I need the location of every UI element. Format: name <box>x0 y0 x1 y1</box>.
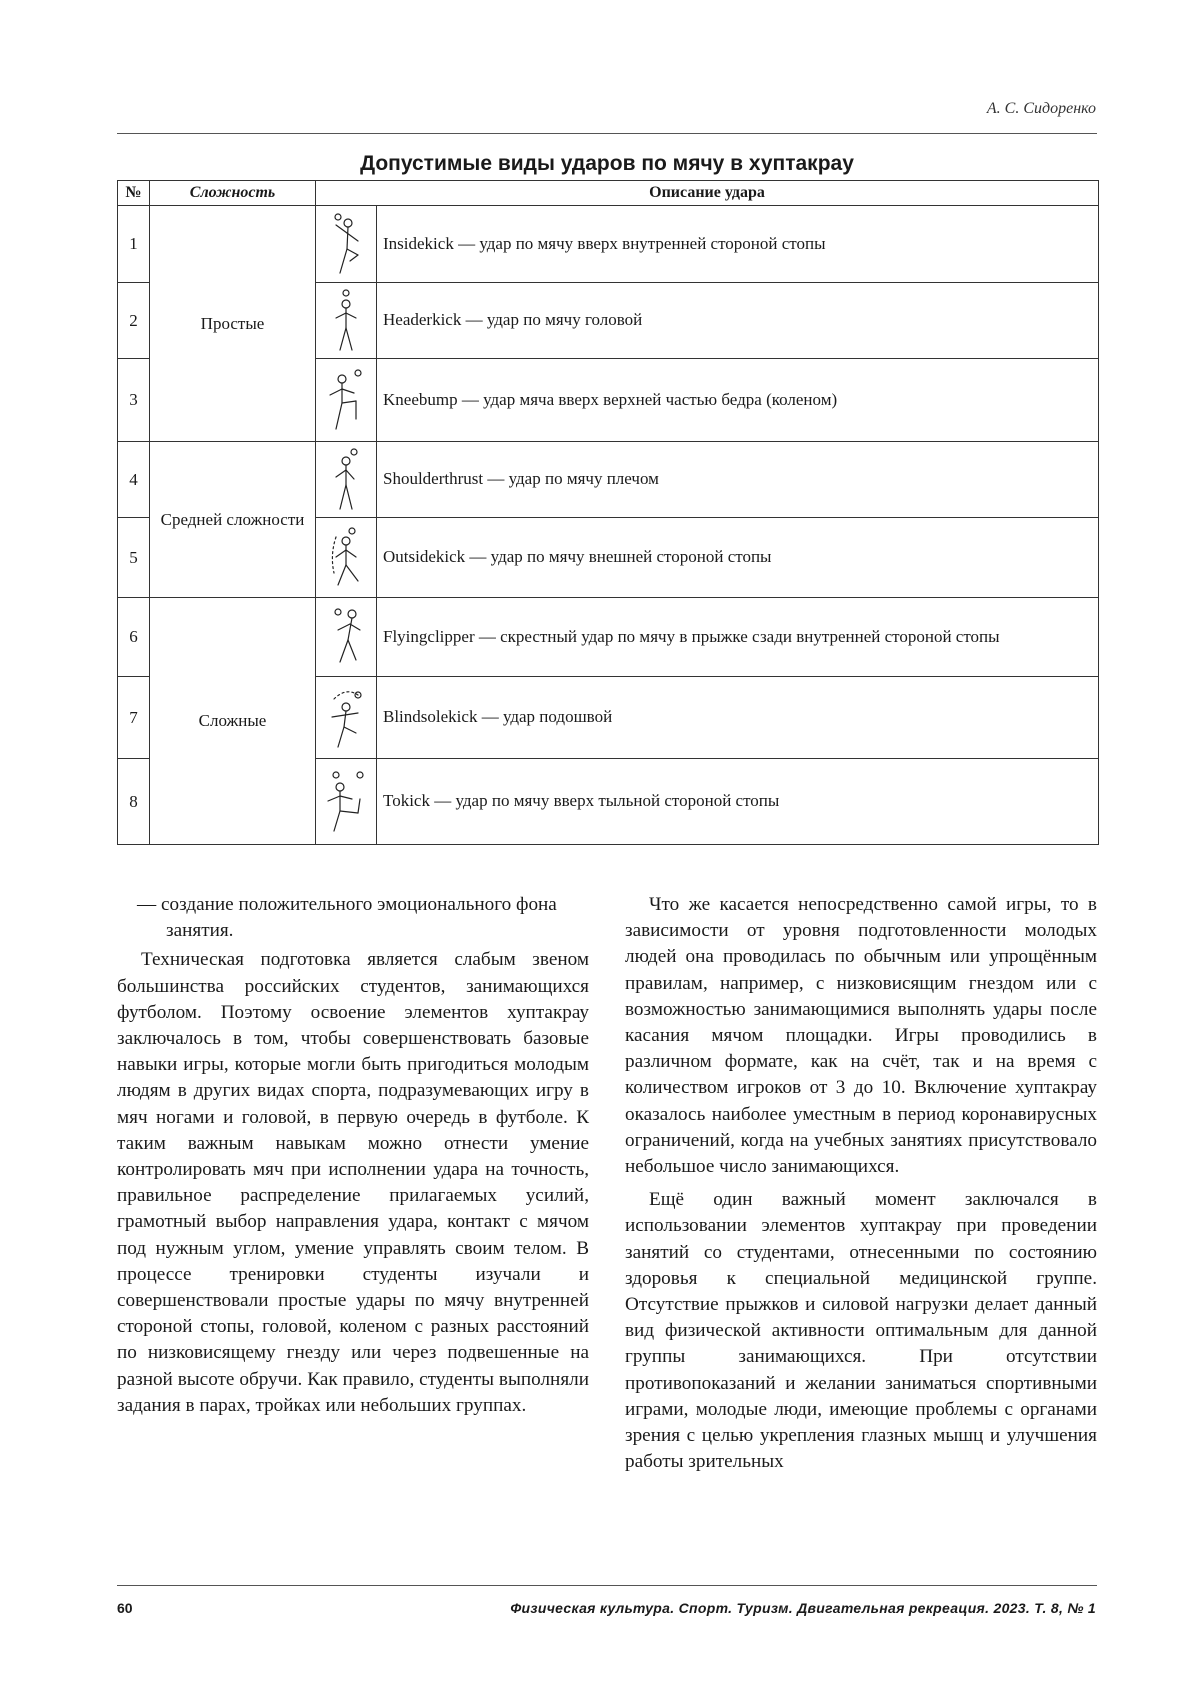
table-row <box>118 442 1099 518</box>
table-header-row <box>118 181 1099 206</box>
kneebump-figure-icon <box>316 359 377 442</box>
journal-title: Физическая культура. Спорт. Туризм. Двигательная рекреация. 2023. Т. 8, № 1 <box>510 1600 1096 1616</box>
row-desc: Headerkick — удар по мячу головой <box>377 283 1099 359</box>
header-num: № <box>118 181 150 206</box>
blindsolekick-figure-icon <box>316 677 377 759</box>
body-column-right <box>625 892 1097 1475</box>
paragraph: Ещё один важный момент заключался в использовании элементов хуптакрау при проведении занятий со студентами, отнесенными по состоянию здоровья к специальной медицинской группе. Отсутствие прыжков и силовой нагрузки делает данный вид физической активности оптимальным для данной группы занимающихся. При отсутствии противопоказаний и желании заниматься спортивными играми, молодые люди, имеющие проблемы с органами зрения с целью укрепления глазных мышц и улучшения работы зрительных <box>625 1189 1097 1473</box>
row-num: 1 <box>118 206 150 283</box>
kicks-table <box>117 180 1099 845</box>
insidekick-figure-icon <box>316 206 377 283</box>
page-number: 60 <box>117 1600 133 1616</box>
row-num: 5 <box>118 518 150 598</box>
paragraph: Техническая подготовка является слабым звеном большинства российских студентов, занимающихся футболом. Поэтому освоение элементов хуптакрау заключалось в том, чтобы совершенствовать базовые навыки игры, которые могли быть пригодиться молодым людям в других видах спорта, подразумевающих игру в мяч ногами и головой, в первую очередь в футболе. К таким важным навыкам можно отнести умение контролировать мяч при исполнении удара на точность, правильное распределение прилагаемых усилий, грамотный выбор направления удара, контакт с мячом под нужным углом, умение управлять своим телом. В процессе тренировки студенты изучали и совершенствовали простые удары по мячу внутренней стороной стопы, головой, коленом с разных расстояний по низковисящему гнезду или через подвешенные на разной высоте обручи. Как правило, студенты выполняли задания в парах, тройках или небольших группах. <box>117 949 589 1416</box>
row-desc: Insidekick — удар по мячу вверх внутренней стороной стопы <box>377 206 1099 283</box>
table-row <box>118 206 1099 283</box>
paragraph: — создание положительного эмоционального фона занятия. <box>137 894 557 942</box>
row-desc: Blindsolekick — удар подошвой <box>377 677 1099 759</box>
row-num: 6 <box>118 598 150 677</box>
shoulderthrust-figure-icon <box>316 442 377 518</box>
flyingclipper-figure-icon <box>316 598 377 677</box>
row-num: 7 <box>118 677 150 759</box>
tokick-figure-icon <box>316 759 377 845</box>
row-num: 2 <box>118 283 150 359</box>
header-rule <box>117 133 1097 134</box>
body-column-left <box>117 892 589 1419</box>
row-desc: Tokick — удар по мячу вверх тыльной стороной стопы <box>377 759 1099 845</box>
row-desc: Outsidekick — удар по мячу внешней стороной стопы <box>377 518 1099 598</box>
row-desc: Flyingclipper — скрестный удар по мячу в прыжке сзади внутренней стороной стопы <box>377 598 1099 677</box>
headerkick-figure-icon <box>316 283 377 359</box>
header-desc: Описание удара <box>316 181 1099 206</box>
table-row <box>118 598 1099 677</box>
footer-rule <box>117 1585 1097 1586</box>
header-level: Сложность <box>150 181 316 206</box>
row-num: 3 <box>118 359 150 442</box>
outsidekick-figure-icon <box>316 518 377 598</box>
row-num: 8 <box>118 759 150 845</box>
table-title: Допустимые виды ударов по мячу в хуптакрау <box>360 152 854 175</box>
row-num: 4 <box>118 442 150 518</box>
running-head-author: А. С. Сидоренко <box>986 100 1096 117</box>
level-simple: Простые <box>150 206 316 442</box>
level-complex: Сложные <box>150 598 316 845</box>
level-medium: Средней сложности <box>150 442 316 598</box>
paragraph: Что же касается непосредственно самой игры, то в зависимости от уровня подготовленности молодых людей она проводилась по обычным или упрощённым правилам, например, с низковисящим гнездом или с возможностью занимающимися выполнять удары после касания мячом площадки. Игры проводились в различном формате, как на счёт, так и на время с количеством игроков от 3 до 10. Включение хуптакрау оказалось наиболее уместным в период коронавирусных ограничений, когда на учебных занятиях присутствовало небольшое число занимающихся. <box>625 894 1097 1178</box>
row-desc: Shoulderthrust — удар по мячу плечом <box>377 442 1099 518</box>
row-desc: Kneebump — удар мяча вверх верхней частью бедра (коленом) <box>377 359 1099 442</box>
